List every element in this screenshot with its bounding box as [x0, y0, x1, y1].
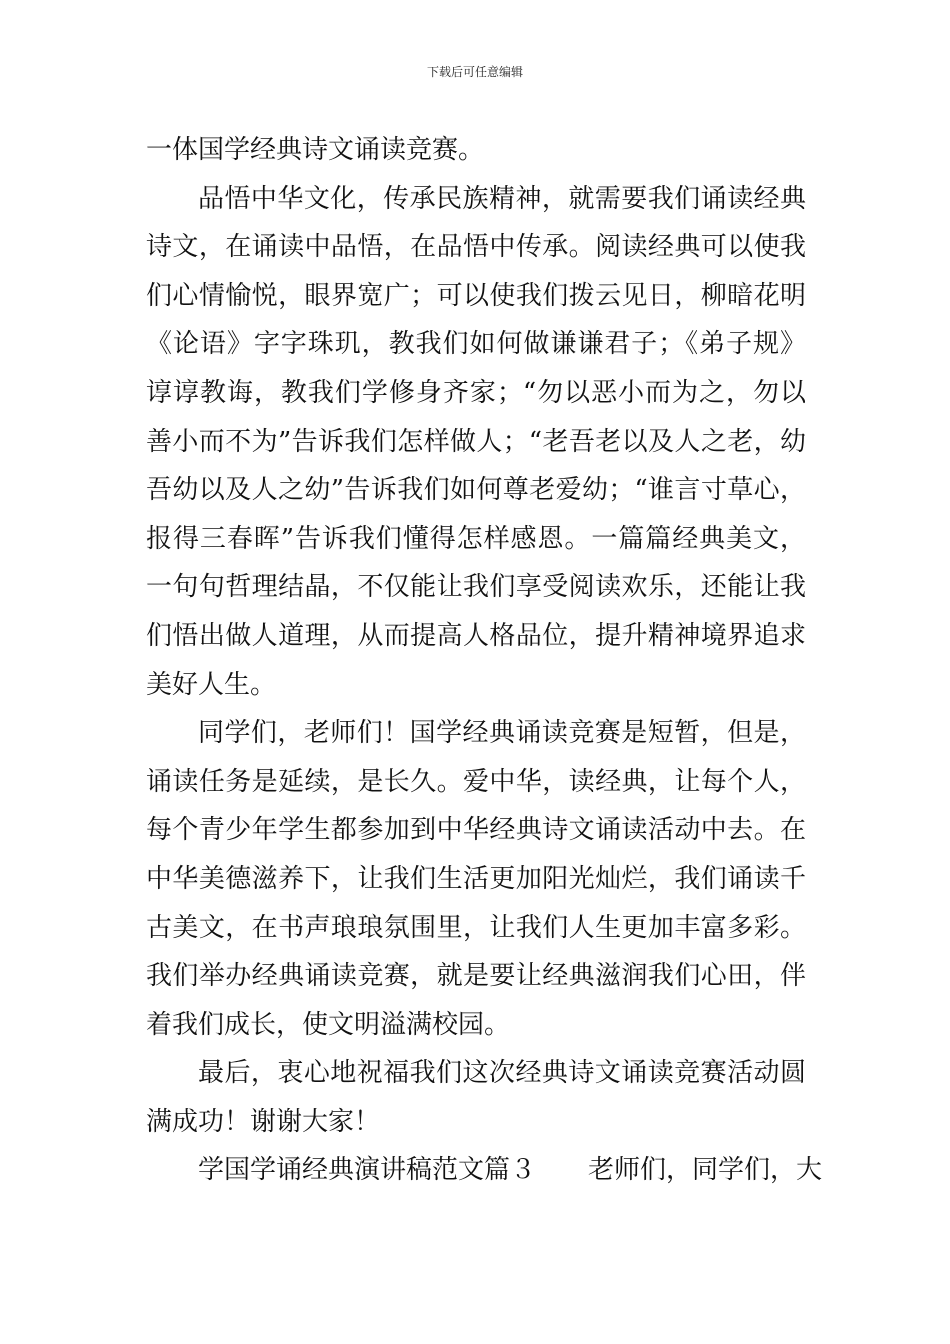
paragraph-5: 学国学诵经典演讲稿范文篇３ 老师们，同学们，大 [198, 1155, 823, 1186]
paragraph-2: 品悟中华文化，传承民族精神，就需要我们诵读经典诗文，在诵读中品悟，在品悟中传承。阅读经典可以使我们心情愉悦，眼界宽广；可以使我们拨云见日，柳暗花明《论语》字字珠玑，教我们如何做谦谦君子；《弟子规》谆谆教诲，教我们学修身齐家；“勿以恶小而为之，勿以善小而不为”告诉我们怎样做人；“老吾老以及人之老，幼吾幼以及人之幼”告诉我们如何尊老爱幼；“谁言寸草心，报得三春晖”告诉我们懂得怎样感恩。一篇篇经典美文，一句句哲理结晶，不仅能让我们享受阅读欢乐，还能让我们悟出做人道理，从而提高人格品位，提升精神境界追求美好人生。 [146, 183, 806, 700]
page-header: 下载后可任意编辑 [426, 65, 523, 79]
paragraph-1: 一体国学经典诗文诵读竞赛。 [146, 135, 485, 165]
document-body [146, 126, 823, 1195]
paragraph-3: 同学们，老师们！国学经典诵读竞赛是短暂，但是，诵读任务是延续，是长久。爱中华，读经典，让每个人，每个青少年学生都参加到中华经典诗文诵读活动中去。在中华美德滋养下，让我们生活更加阳光灿烂，我们诵读千古美文，在书声琅琅氛围里，让我们人生更加丰富多彩。我们举办经典诵读竞赛，就是要让经典滋润我们心田，伴着我们成长，使文明溢满校园。 [146, 718, 806, 1040]
paragraph-4: 最后，衷心地祝福我们这次经典诗文诵读竞赛活动圆满成功！谢谢大家！ [146, 1058, 806, 1137]
